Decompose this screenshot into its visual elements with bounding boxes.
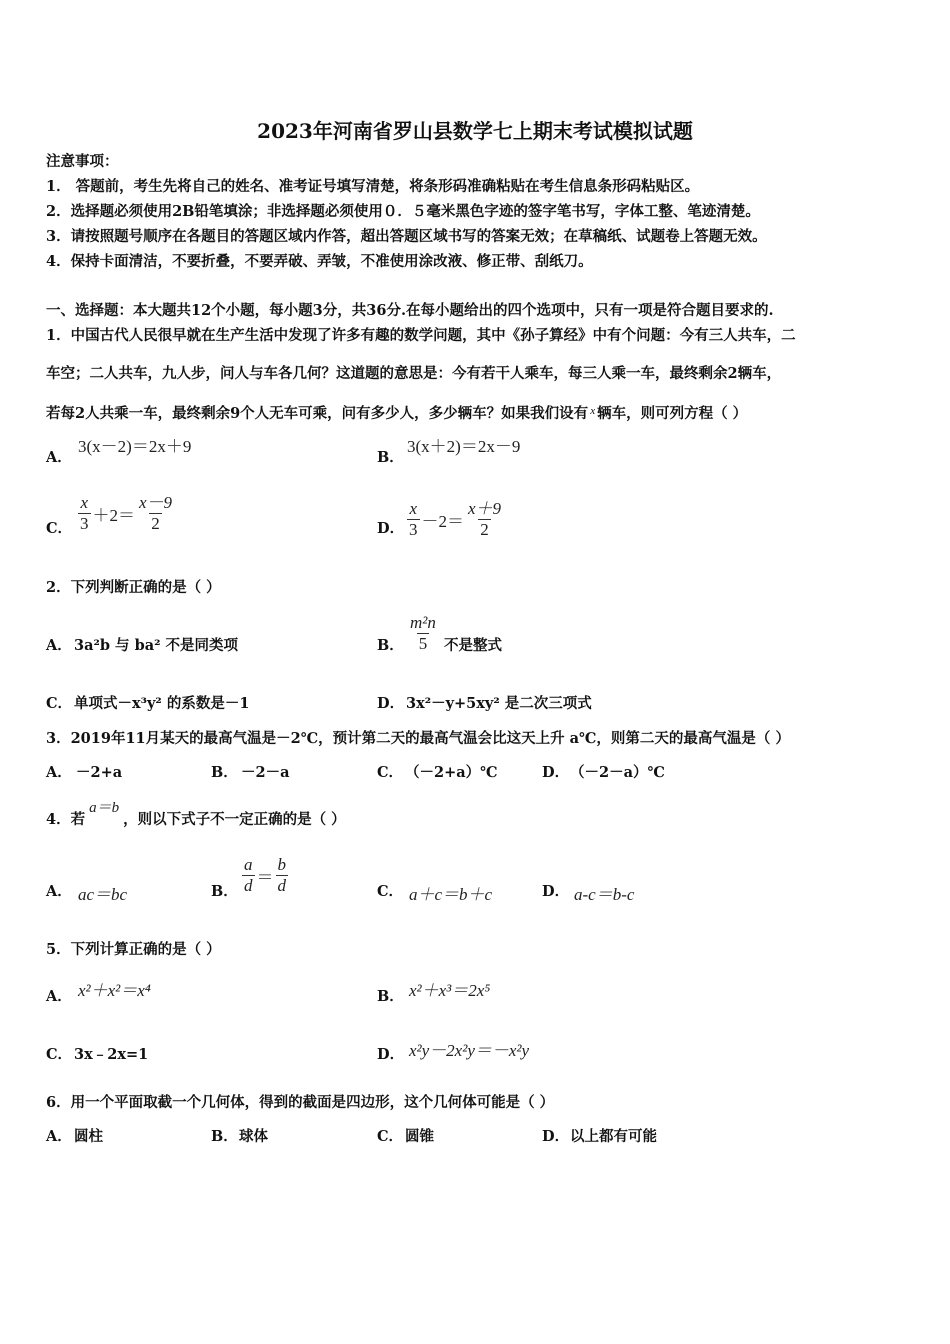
q5-option-b-label: B． — [377, 988, 404, 1005]
q3-option-a-label: A． — [46, 764, 72, 781]
q5-option-c-text: 3x﹣2x=1 — [74, 1046, 149, 1063]
q2-stem: 2．下列判断正确的是（ ） — [46, 579, 221, 596]
q1-option-a-label: A． — [46, 449, 72, 466]
q4-option-d-label: D． — [542, 883, 570, 900]
q5-option-d-label: D． — [377, 1046, 405, 1063]
q2-option-d-label: D． — [377, 695, 405, 712]
q5-option-a-formula: x²＋x²＝x⁴ — [78, 981, 151, 1000]
q4-option-c-label: C． — [377, 883, 404, 900]
q5-option-a-label: A． — [46, 988, 72, 1005]
q3-stem: 3．2019年11月某天的最高气温是－2℃，预计第二天的最高气温会比这天上升 a℃，则第二天的最高气温是（ ） — [46, 730, 790, 747]
q3-option-d-label: D． — [542, 764, 570, 781]
q4-option-b-formula: $\frac{a}{d}$ ＝ $\frac{b}{d}$ — [244, 855, 286, 895]
q1-line-3: 若每2人共乘一车，最终剩余9个人无车可乘，问有多少人，多少辆车？如果我们设有 $^x$ 辆车，则可列方程（ ） — [46, 405, 748, 422]
q2-option-c-text: 单项式－x³y² 的系数是－1 — [74, 695, 250, 712]
q6-option-c-label: C． — [377, 1128, 404, 1145]
q4-option-c-formula: a＋c＝b＋c — [409, 885, 493, 904]
notice-heading: 注意事项： — [46, 153, 119, 170]
q3-option-c-text: （－2+a）℃ — [405, 764, 498, 781]
q1-option-c-formula: $\frac{x}{3}$ ＋2＝ $\frac{x-9}{2}$ — [80, 493, 173, 533]
q1-line-1: 1．中国古代人民很早就在生产生活中发现了许多有趣的数学问题，其中《孙子算经》中有个问题：今有三人共车，二 — [46, 327, 796, 344]
q2-option-a-text: 3a²b 与 ba² 不是同类项 — [74, 637, 239, 654]
notice-item: 2．选择题必须使用2B铅笔填涂；非选择题必须使用０．５毫米黑色字迹的签字笔书写，字体工整、笔迹清楚。 — [46, 203, 760, 220]
q6-option-c-text: 圆锥 — [405, 1128, 434, 1145]
q6-option-b-text: 球体 — [239, 1128, 268, 1145]
q2-option-d-text: 3x²－y+5xy² 是二次三项式 — [406, 695, 592, 712]
notice-item: 4．保持卡面清洁，不要折叠，不要弄破、弄皱，不准使用涂改液、修正带、刮纸刀。 — [46, 253, 593, 270]
q4-option-b-label: B． — [211, 883, 238, 900]
q3-option-d-text: （－2－a）℃ — [570, 764, 665, 781]
q6-option-d-text: 以上都有可能 — [570, 1128, 657, 1145]
q1-option-c-label: C． — [46, 520, 73, 537]
q4-stem: 4．若a＝b，则以下式子不一定正确的是（ ） — [46, 800, 346, 828]
q5-stem: 5．下列计算正确的是（ ） — [46, 941, 221, 958]
notice-item: 3．请按照题号顺序在各题目的答题区域内作答，超出答题区域书写的答案无效；在草稿纸、试题卷上答题无效。 — [46, 228, 767, 245]
q5-option-b-formula: x²＋x³＝2x⁵ — [409, 981, 491, 1000]
q1-option-d-formula: $\frac{x}{3}$ －2＝ $\frac{x+9}{2}$ — [409, 499, 502, 539]
q5-option-d-formula: x²y－2x²y＝－x²y — [409, 1041, 530, 1060]
q4-option-a-formula: ac＝bc — [78, 885, 128, 904]
notice-item: 1． 答题前，考生先将自己的姓名、准考证号填写清楚，将条形码准确粘贴在考生信息条形码粘贴区。 — [46, 178, 700, 195]
q6-stem: 6．用一个平面取截一个几何体，得到的截面是四边形，这个几何体可能是（ ） — [46, 1094, 555, 1111]
q1-option-d-label: D． — [377, 520, 405, 537]
q1-line-2: 车空；二人共车，九人步，问人与车各几何？这道题的意思是：今有若干人乘车，每三人乘一车，最终剩余2辆车， — [46, 365, 782, 382]
q3-option-a-text: －2+a — [76, 764, 123, 781]
q1-option-b-formula: 3(x＋2)＝2x－9 — [407, 437, 521, 456]
q5-option-c-label: C． — [46, 1046, 73, 1063]
q6-option-a-text: 圆柱 — [74, 1128, 103, 1145]
q3-option-c-label: C． — [377, 764, 404, 781]
q2-option-a-label: A． — [46, 637, 72, 654]
q4-option-d-formula: a-c＝b-c — [574, 885, 635, 904]
page-title: 2023年河南省罗山县数学七上期末考试模拟试题 — [257, 119, 693, 143]
section-heading: 一、选择题：本大题共12个小题，每小题3分，共36分.在每小题给出的四个选项中，只有一项是符合题目要求的. — [46, 302, 774, 319]
q6-option-a-label: A． — [46, 1128, 72, 1145]
q1-option-a-formula: 3(x－2)＝2x＋9 — [78, 437, 192, 456]
q2-option-b-label: B． — [377, 637, 404, 654]
q1-option-b-label: B． — [377, 449, 404, 466]
q2-option-b-text: 不是整式 — [444, 637, 502, 654]
q3-option-b-text: －2－a — [241, 764, 290, 781]
q2-option-c-label: C． — [46, 695, 73, 712]
q6-option-d-label: D． — [542, 1128, 570, 1145]
q4-option-a-label: A． — [46, 883, 72, 900]
q6-option-b-label: B． — [211, 1128, 238, 1145]
q2-option-b-fraction: $\frac{\text{m²n}}{5}$ — [410, 613, 436, 653]
q3-option-b-label: B． — [211, 764, 238, 781]
